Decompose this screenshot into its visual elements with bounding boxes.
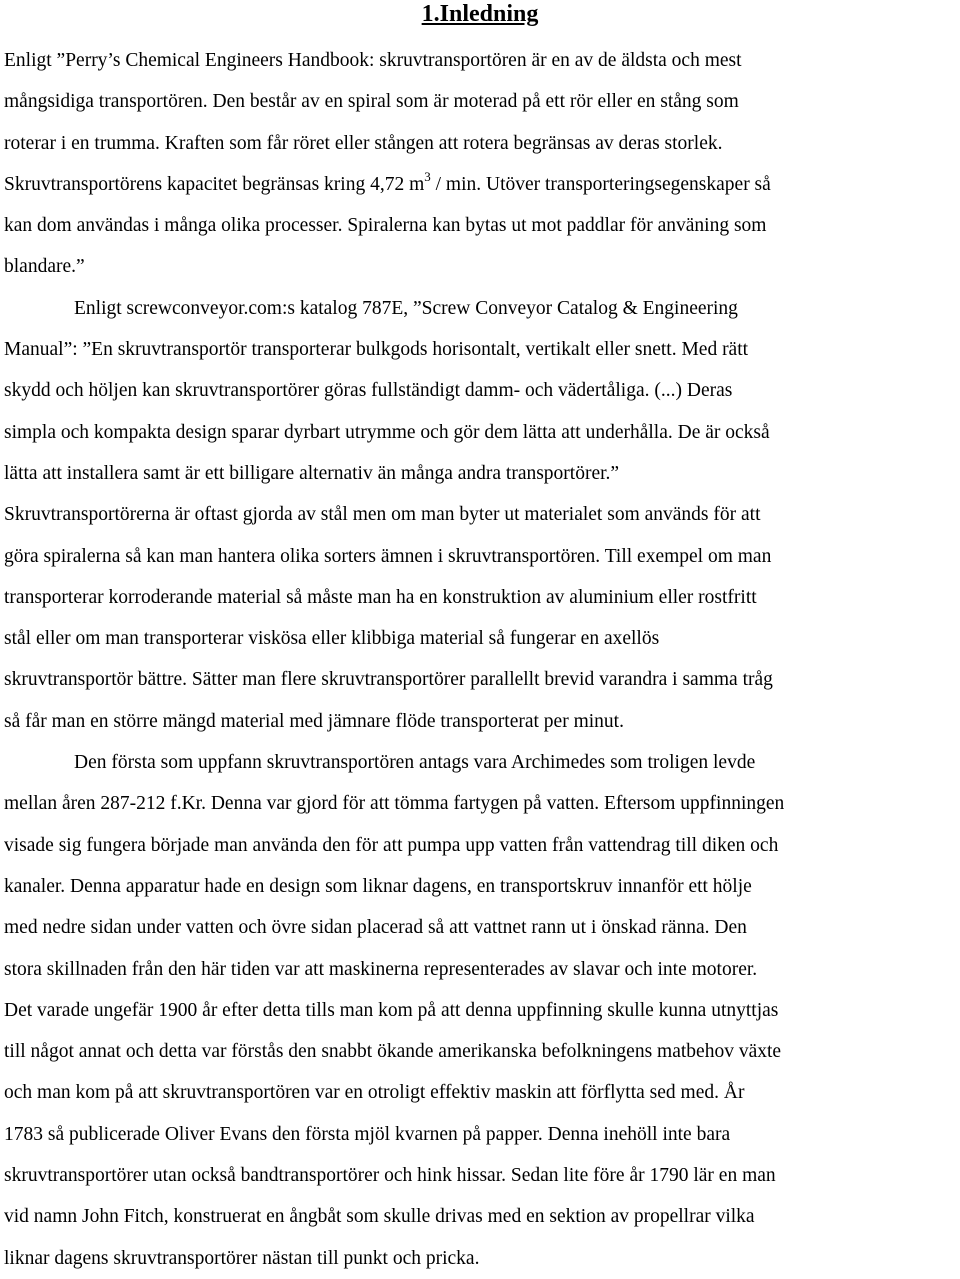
text-line: lätta att installera samt är ett billigare alternativ än många andra transportörer.”	[4, 462, 620, 484]
text-line: Skruvtransportörerna är oftast gjorda av stål men om man byter ut materialet som används för att	[4, 504, 761, 526]
text-line: Enligt screwconveyor.com:s katalog 787E, ”Screw Conveyor Catalog & Engineering	[74, 297, 738, 319]
text-line: stål eller om man transporterar viskösa eller klibbiga material så fungerar en axellös	[4, 628, 660, 650]
text-line: skruvtransportörer utan också bandtransportörer och hink hissar. Sedan lite före år 1790 lär en man	[4, 1165, 776, 1187]
text-line: visade sig fungera började man använda den för att pumpa upp vatten från vattendrag till diken och	[4, 834, 779, 856]
superscript: 3	[424, 168, 431, 184]
text-line: mellan åren 287-212 f.Kr. Denna var gjord för att tömma fartygen på vatten. Eftersom uppfinningen	[4, 793, 785, 815]
text-line: kanaler. Denna apparatur hade en design som liknar dagens, en transportskruv innanför ett hölje	[4, 875, 752, 897]
text-line: transporterar korroderande material så måste man ha en konstruktion av aluminium eller rostfritt	[4, 586, 757, 608]
text-line: mångsidiga transportören. Den består av en spiral som är moterad på ett rör eller en stång som	[4, 91, 739, 113]
text-line: liknar dagens skruvtransportörer nästan till punkt och pricka.	[4, 1247, 480, 1269]
text-line-capacity	[4, 164, 956, 205]
text-line: Det varade ungefär 1900 år efter detta tills man kom på att denna uppfinning skulle kunna utnyttjas	[4, 999, 779, 1021]
text-line: så får man en större mängd material med jämnare flöde transporterat per minut.	[4, 710, 624, 732]
body-text	[4, 40, 956, 1279]
text-line: simpla och kompakta design sparar dyrbart utrymme och gör dem lätta att underhålla. De är också	[4, 421, 770, 443]
text-line: och man kom på att skruvtransportören var en otroligt effektiv maskin att förflytta sed med. År	[4, 1082, 745, 1104]
text-line: med nedre sidan under vatten och övre sidan placerad så att vattnet rann ut i önskad ränna. Den	[4, 917, 747, 939]
text-line: Den första som uppfann skruvtransportören antags vara Archimedes som troligen levde	[74, 752, 756, 774]
text-line: 1783 så publicerade Oliver Evans den första mjöl kvarnen på papper. Denna inehöll inte bara	[4, 1123, 731, 1145]
text-line: göra spiralerna så kan man hantera olika sorters ämnen i skruvtransportören. Till exempel om man	[4, 545, 772, 567]
text-line: roterar i en trumma. Kraften som får röret eller stången att rotera begränsas av deras storlek.	[4, 132, 723, 154]
text-line: skruvtransportör bättre. Sätter man flere skruvtransportörer parallellt brevid varandra i samma tråg	[4, 669, 773, 691]
text-line: till något annat och detta var förstås den snabbt ökande amerikanska befolkningens matbehov växte	[4, 1041, 782, 1063]
text-line: Enligt ”Perry’s Chemical Engineers Handbook: skruvtransportören är en av de äldsta och mest	[4, 50, 742, 71]
capacity-tail: / min. Utöver transporteringsegenskaper så	[430, 173, 771, 195]
text-line: skydd och höljen kan skruvtransportörer göras fullständigt damm- och vädertåliga. (...) Deras	[4, 380, 733, 402]
text-line: kan dom användas i många olika processer. Spiralerna kan bytas ut mot paddlar för använing som	[4, 215, 767, 237]
text-line: Manual”: ”En skruvtransportör transporterar bulkgods horisontalt, vertikalt eller snett. Med rätt	[4, 339, 749, 361]
text-line: stora skillnaden från den här tiden var att maskinerna representerades av slavar och inte motorer.	[4, 958, 758, 980]
capacity-text: Skruvtransportörens kapacitet begränsas kring 4,72 m	[4, 173, 425, 195]
page-title: 1.Inledning	[421, 1, 539, 27]
text-line: vid namn John Fitch, konstruerat en ångbåt som skulle drivas med en sektion av propellrar vilka	[4, 1206, 755, 1228]
text-line: blandare.”	[4, 256, 85, 278]
